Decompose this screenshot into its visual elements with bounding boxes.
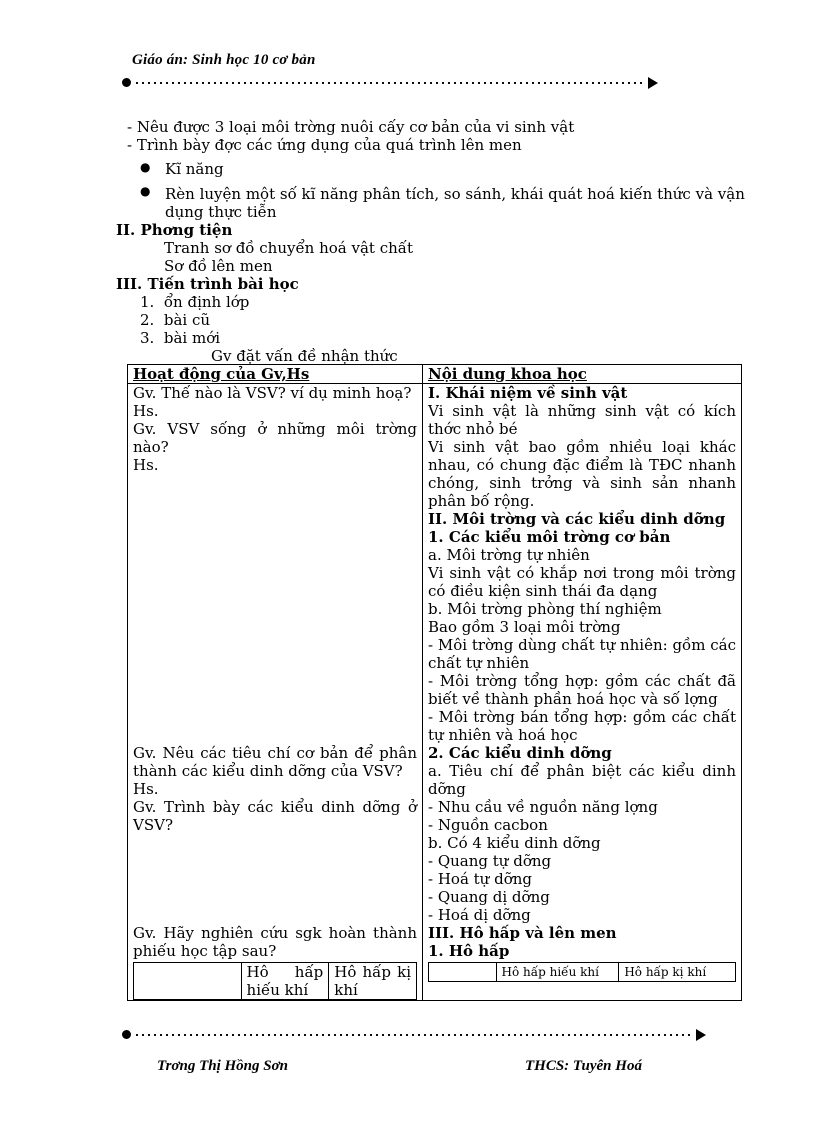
content-heading: 1. Hô hấp [428,942,510,960]
table-header-left: Hoạt động của Gv,Hs [128,365,423,384]
content-text: Bao gồm 3 loại môi trờng [428,618,621,636]
content-text: - Môi trờng dùng chất tự nhiên: gồm các chất tự nhiên [428,636,736,672]
worksheet-cell: Hô hấp hiếu khí [496,963,619,982]
content-text: Vi sinh vật có khắp nơi trong môi trờng có điều kiện sinh thái đa dạng [428,564,736,600]
divider-dot-icon [122,78,131,87]
worksheet-cell: Hô hấp kị khí [619,963,736,982]
content-text: - Nhu cầu về nguồn năng lợng [428,798,658,816]
section-2-item: Sơ đồ lên men [164,257,273,275]
content-text: a. Tiêu chí để phân biệt các kiểu dinh dỡng [428,762,736,798]
bottom-divider [122,1028,706,1042]
intro-line-1: - Nêu được 3 loại môi trờng nuôi cấy cơ bản của vi sinh vật [127,118,575,136]
content-text: Vi sinh vật bao gồm nhiều loại khác nhau, có chung đặc điểm là TĐC nhanh chóng, sinh trởng và sinh sản nhanh phân bố rộng. [428,438,736,510]
divider-arrow-icon [696,1029,706,1041]
section-2-heading: II. Phơng tiện [116,221,233,239]
content-heading: I. Khái niệm về sinh vật [428,384,628,402]
content-heading: III. Hô hấp và lên men [428,924,617,942]
teacher-question: Gv. Nêu các tiêu chí cơ bản để phân thành các kiểu dinh dỡng của VSV? [133,744,417,780]
student-answer: Hs. [133,402,159,420]
section-3-heading: III. Tiến trình bài học [116,275,299,293]
teacher-question: Gv. Hãy nghiên cứu sgk hoàn thành phiếu học tập sau? [133,924,417,960]
content-heading: 1. Các kiểu môi trờng cơ bản [428,528,671,546]
lesson-table [127,364,742,1001]
content-text: - Quang tự dỡng [428,852,552,870]
section-3-item: 1. ổn định lớp [140,293,250,311]
footer-school: THCS: Tuyên Hoá [525,1058,642,1074]
content-text: b. Có 4 kiểu dinh dỡng [428,834,601,852]
worksheet-cell: Hô hấp kị khí [329,963,417,1000]
section-3-item-text: bài mới [163,329,221,347]
table-header-right: Nội dung khoa học [423,365,742,384]
bullet-icon: ● [140,160,151,174]
content-text: a. Môi trờng tự nhiên [428,546,590,564]
bullet-skill: Kĩ năng [165,160,224,178]
spacer [133,474,417,744]
bullet-skill-detail-cont: dụng thực tiễn [165,203,277,221]
teacher-question: Gv. VSV sống ở những môi trờng nào? [133,420,417,456]
divider-dot-icon [122,1030,131,1039]
footer-author: Trơng Thị Hồng Sơn [157,1058,289,1074]
student-answer: Hs. [133,456,159,474]
teacher-question: Gv. Thế nào là VSV? ví dụ minh hoạ? [133,384,412,402]
section-3-note: Gv đặt vấn đề nhận thức [211,347,398,365]
worksheet-cell: Hô hấp hiếu khí [241,963,329,1000]
content-text: - Hoá dị dỡng [428,906,531,924]
content-text: b. Môi trờng phòng thí nghiệm [428,600,662,618]
divider-dots [134,82,646,84]
section-2-item: Tranh sơ đồ chuyển hoá vật chất [164,239,414,257]
top-divider [122,76,658,90]
content-text: - Môi trờng bán tổng hợp: gồm các chất tự nhiên và hoá học [428,708,736,744]
student-answer: Hs. [133,780,159,798]
intro-line-2: - Trình bày đợc các ứng dụng của quá trình lên men [127,136,522,154]
table-row [128,384,742,1001]
content-heading: II. Môi trờng và các kiểu dinh dỡng [428,510,726,528]
content-heading: 2. Các kiểu dinh dỡng [428,744,612,762]
section-3-item: 3. bài mới [140,329,221,347]
spacer [133,834,417,924]
section-3-item-text: bài cũ [163,311,211,329]
worksheet-table-left [133,962,417,1000]
teacher-question: Gv. Trình bày các kiểu dinh dỡng ở VSV? [133,798,417,834]
content-text: - Nguồn cacbon [428,816,548,834]
divider-dots [134,1034,694,1036]
content-text: Vi sinh vật là những sinh vật có kích thớc nhỏ bé [428,402,736,438]
worksheet-cell [429,963,497,982]
table-header-row [128,365,742,384]
section-3-item-text: ổn định lớp [163,293,250,311]
divider-arrow-icon [648,77,658,89]
worksheet-cell [134,963,242,1000]
bullet-icon: ● [140,184,151,198]
content-text: - Môi trờng tổng hợp: gồm các chất đã biết về thành phần hoá học và số lợng [428,672,736,708]
bullet-skill-detail: Rèn luyện một số kĩ năng phân tích, so sánh, khái quát hoá kiến thức và vận [165,185,745,203]
content-column [423,384,742,1001]
activity-column [128,384,423,1001]
worksheet-table-right [428,962,736,982]
header-title: Giáo án: Sinh học 10 cơ bản [132,52,316,68]
content-text: - Quang dị dỡng [428,888,550,906]
section-3-item: 2. bài cũ [140,311,211,329]
content-text: - Hoá tự dỡng [428,870,533,888]
